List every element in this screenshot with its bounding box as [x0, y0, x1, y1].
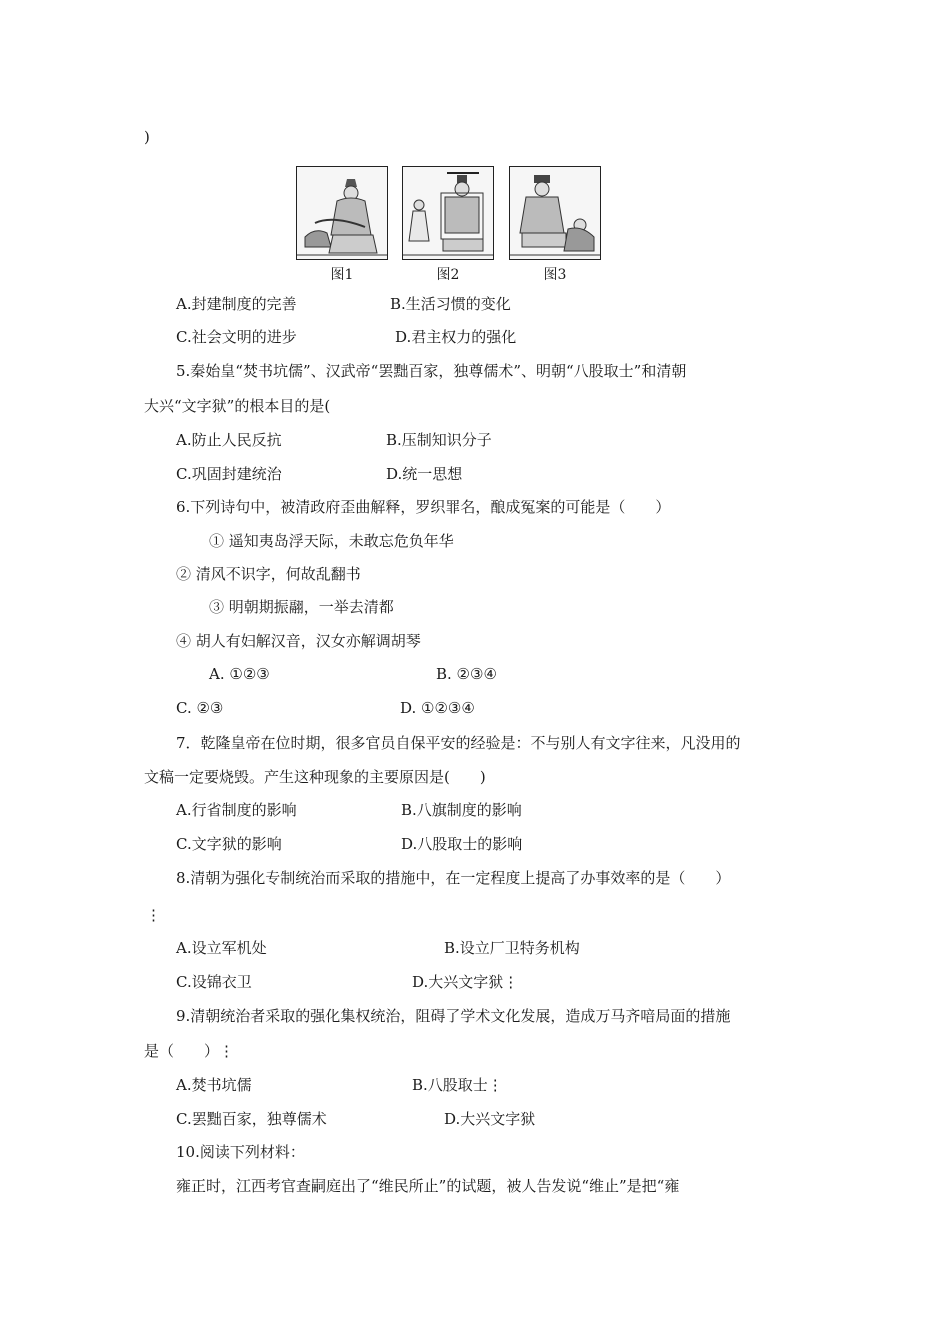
q5-option-d: D.统一思想 — [386, 465, 463, 483]
q8-stem: 8.清朝为强化专制统治而采取的措施中，在一定程度上提高了办事效率的是（ ） — [176, 869, 731, 887]
figure-3-caption: 图3 — [543, 267, 567, 283]
q8-stray-mark: ⋮ — [146, 906, 161, 924]
q5-stem-line1: 5.秦始皇“焚书坑儒”、汉武帝“罢黜百家，独尊儒术”、明朝“八股取士”和清朝 — [176, 362, 687, 380]
q9-stem-line1: 9.清朝统治者采取的强化集权统治，阻碍了学术文化发展，造成万马齐喑局面的措施 — [176, 1007, 731, 1025]
q7-option-a: A.行省制度的影响 — [176, 801, 297, 819]
q6-option-b: B. ②③④ — [436, 665, 497, 683]
figure-1-caption: 图1 — [330, 267, 354, 283]
q8-option-c: C.设锦衣卫 — [176, 973, 252, 991]
q6-option-a: A. ①②③ — [209, 665, 270, 683]
q8-option-b: B.设立厂卫特务机构 — [444, 939, 580, 957]
q7-option-b: B.八旗制度的影响 — [401, 801, 522, 819]
q8-option-d: D.大兴文字狱⋮ — [412, 973, 519, 991]
q7-stem-line1: 7．乾隆皇帝在位时期，很多官员自保平安的经验是：不与别人有文字往来，凡没用的 — [176, 734, 741, 752]
q5-option-b: B.压制知识分子 — [386, 431, 492, 449]
q4-option-a: A.封建制度的完善 — [176, 295, 297, 313]
q9-option-a: A.焚书坑儒 — [176, 1076, 252, 1094]
q5-stem-line2: 大兴“文字狱”的根本目的是( — [144, 397, 331, 415]
figure-2-caption: 图2 — [436, 267, 460, 283]
q6-item-1: ① 遥知夷岛浮天际，未敢忘危负年华 — [209, 532, 454, 550]
figure-2 — [402, 166, 494, 284]
emperor-throne-illustration — [403, 167, 493, 259]
q6-option-c: C. ②③ — [176, 699, 224, 717]
q6-item-3: ③ 明朝期振翮，一举去清都 — [209, 598, 394, 616]
q7-option-c: C.文字狱的影响 — [176, 835, 282, 853]
q9-option-b: B.八股取士⋮ — [412, 1076, 503, 1094]
q9-option-c: C.罢黜百家，独尊儒术 — [176, 1110, 327, 1128]
q10-stem: 10.阅读下列材料： — [176, 1143, 305, 1161]
q9-option-d: D.大兴文字狱 — [444, 1110, 536, 1128]
q5-option-a: A.防止人民反抗 — [176, 431, 282, 449]
q5-option-c: C.巩固封建统治 — [176, 465, 282, 483]
q4-option-c: C.社会文明的进步 — [176, 328, 297, 346]
emperor-seated-illustration — [297, 167, 387, 259]
q6-stem: 6.下列诗句中，被清政府歪曲解释，罗织罪名，酿成冤案的可能是（ ） — [176, 498, 671, 516]
figure-1 — [296, 166, 388, 284]
q6-option-d: D. ①②③④ — [400, 699, 475, 717]
page-fragment: ) — [144, 128, 150, 146]
figure-strip — [296, 166, 646, 286]
q6-item-4: ④ 胡人有妇解汉音，汉女亦解调胡琴 — [176, 632, 421, 650]
q9-stem-line2: 是（ ）⋮ — [144, 1042, 235, 1060]
q4-option-b: B.生活习惯的变化 — [390, 295, 511, 313]
q4-option-d: D.君主权力的强化 — [395, 328, 517, 346]
q7-option-d: D.八股取士的影响 — [401, 835, 523, 853]
q8-option-a: A.设立军机处 — [176, 939, 267, 957]
q10-material-line1: 雍正时，江西考官查嗣庭出了“维民所止”的试题，被人告发说“维止”是把“雍 — [176, 1177, 680, 1195]
figure-3 — [509, 166, 601, 284]
kneeling-official-illustration — [510, 167, 600, 259]
q7-stem-line2: 文稿一定要烧毁。产生这种现象的主要原因是( ) — [144, 768, 486, 786]
q6-item-2: ② 清风不识字，何故乱翻书 — [176, 565, 361, 583]
